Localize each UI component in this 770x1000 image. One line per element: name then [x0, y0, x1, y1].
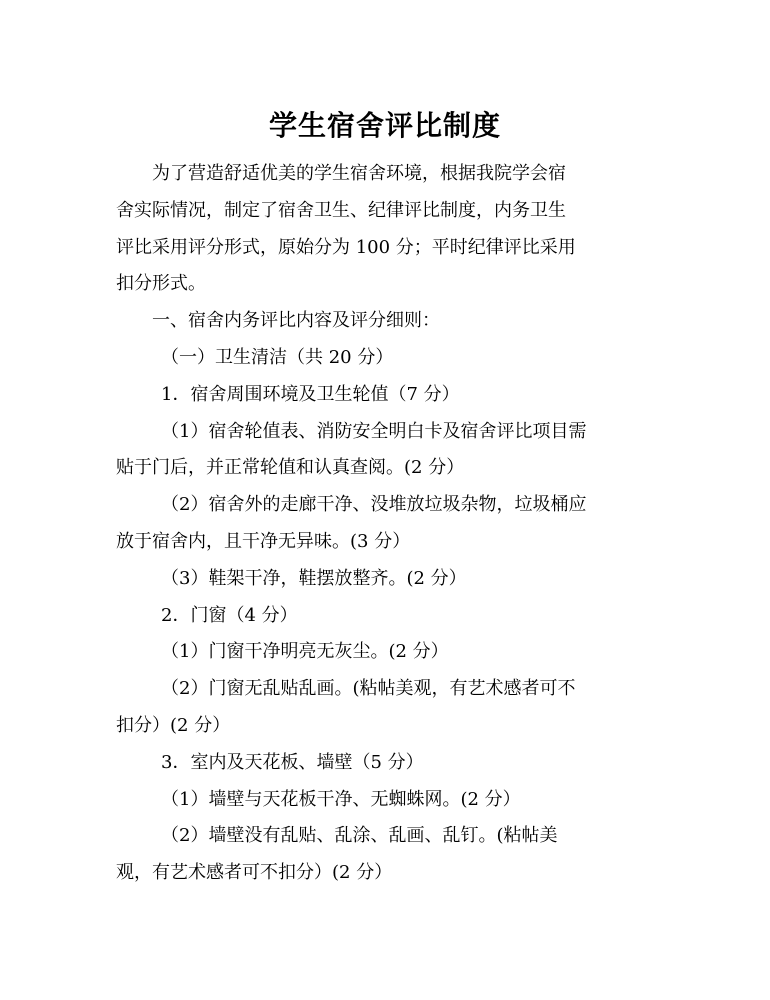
item-line: 放于宿舍内，且干净无异味。(3 分） [116, 530, 411, 552]
item-3-1: （1）墙壁与天花板干净、无蜘蛛网。(2 分） [161, 788, 521, 810]
item-line: （1）宿舍轮值表、消防安全明白卡及宿舍评比项目需 [161, 420, 587, 442]
intro-line: 为了营造舒适优美的学生宿舍环境，根据我院学会宿 [152, 163, 566, 184]
document-title: 学生宿舍评比制度 [268, 109, 501, 142]
item-line: （2）宿舍外的走廊干净、没堆放垃圾杂物，垃圾桶应 [161, 494, 587, 516]
item-line: 观，有艺术感者可不扣分）(2 分） [116, 862, 393, 884]
item-2-2 [116, 671, 656, 745]
item-2-1: （1）门窗干净明亮无灰尘。(2 分） [161, 641, 449, 663]
item-3-2 [116, 818, 656, 892]
intro-line: 舍实际情况，制定了宿舍卫生、纪律评比制度，内务卫生 [116, 199, 566, 221]
item-1-1 [116, 414, 656, 488]
document-body [116, 156, 656, 892]
item-heading: 1．宿舍周围环境及卫生轮值（7 分） [161, 383, 460, 405]
section-heading: 一、宿舍内务评比内容及评分细则： [152, 310, 440, 332]
item-heading: 3．室内及天花板、墙壁（5 分） [161, 751, 424, 773]
item-line: 贴于门后，并正常轮值和认真查阅。(2 分） [116, 457, 465, 479]
intro-line: 评比采用评分形式，原始分为 100 分；平时纪律评比采用 [116, 236, 576, 258]
item-line: （2）门窗无乱贴乱画。(粘帖美观，有艺术感者可不 [161, 678, 576, 700]
subsection-heading: （一）卫生清洁（共 20 分） [161, 346, 394, 368]
item-1-3: （3）鞋架干净，鞋摆放整齐。(2 分） [161, 567, 467, 589]
intro-paragraph [116, 156, 656, 303]
item-heading: 2．门窗（4 分） [161, 604, 298, 626]
intro-line: 扣分形式。 [116, 273, 206, 295]
item-line: （2）墙壁没有乱贴、乱涂、乱画、乱钉。(粘帖美 [161, 825, 558, 847]
item-line: 扣分）(2 分） [116, 714, 231, 736]
item-1-2 [116, 487, 656, 561]
